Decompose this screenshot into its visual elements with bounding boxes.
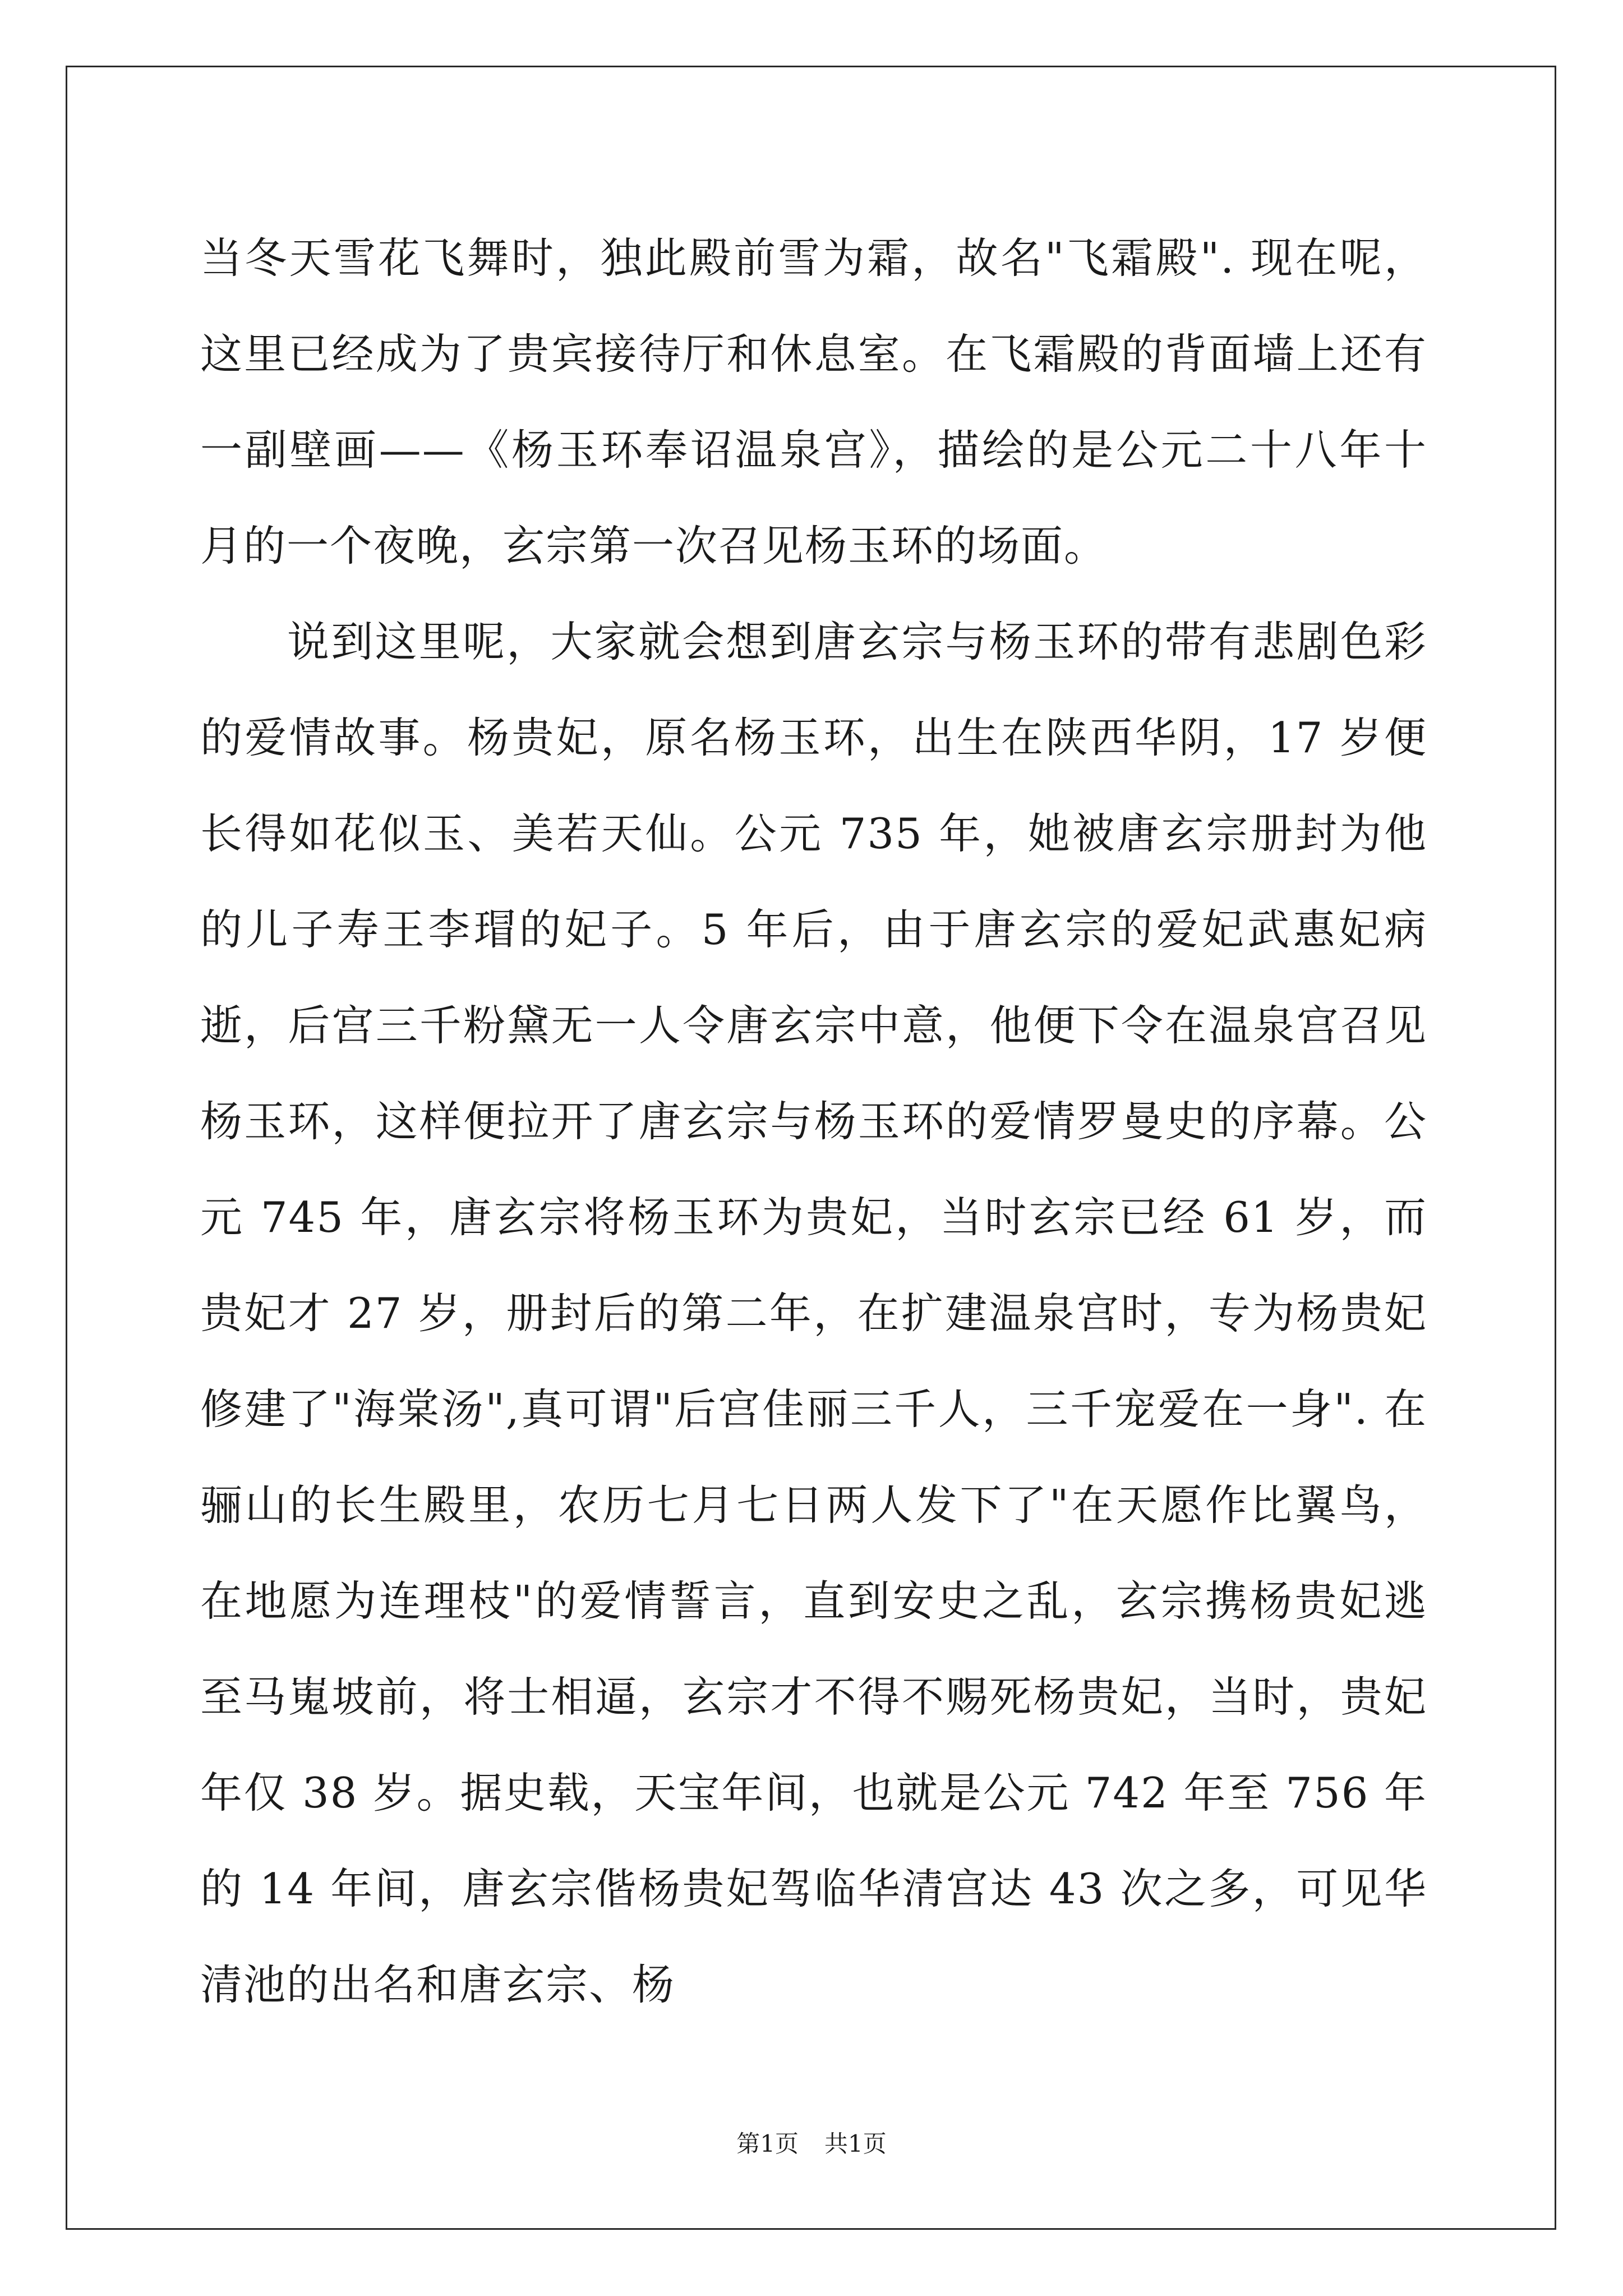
page-footer [0, 2127, 1623, 2161]
page-number: 第1页 [736, 2130, 799, 2157]
page-total: 共1页 [824, 2130, 887, 2157]
paragraph-2: 说到这里呢，大家就会想到唐玄宗与杨玉环的带有悲剧色彩的爱情故事。杨贵妃，原名杨玉环，出生在陕西华阴，17 岁便长得如花似玉、美若天仙。公元 735 年，她被唐玄宗册封为他的儿子寿王李瑁的妃子。5 年后，由于唐玄宗的爱妃武惠妃病逝，后宫三千粉黛无一人令唐玄宗中意，他便下令在温泉宫召见杨玉环，这样便拉开了唐玄宗与杨玉环的爱情罗曼史的序幕。公元 745 年，唐玄宗将杨玉环为贵妃，当时玄宗已经 61 岁，而贵妃才 27 岁，册封后的第二年，在扩建温泉宫时，专为杨贵妃修建了"海棠汤",真可谓"后宫佳丽三千人，三千宠爱在一身". 在骊山的长生殿里，农历七月七日两人发下了"在天愿作比翼鸟，在地愿为连理枝"的爱情誓言，直到安史之乱，玄宗携杨贵妃逃至马嵬坡前，将士相逼，玄宗才不得不赐死杨贵妃，当时，贵妃年仅 38 岁。据史载，天宝年间，也就是公元 742 年至 756 年的 14 年间，唐玄宗偕杨贵妃驾临华清宫达 43 次之多，可见华清池的出名和唐玄宗、杨 [200, 617, 1427, 2009]
document-body [200, 210, 1427, 2033]
paragraph-1: 当冬天雪花飞舞时，独此殿前雪为霜，故名"飞霜殿". 现在呢，这里已经成为了贵宾接待厅和休息室。在飞霜殿的背面墙上还有一副壁画——《杨玉环奉诏温泉宫》，描绘的是公元二十八年十月的一个夜晚，玄宗第一次召见杨玉环的场面。 [200, 233, 1427, 570]
